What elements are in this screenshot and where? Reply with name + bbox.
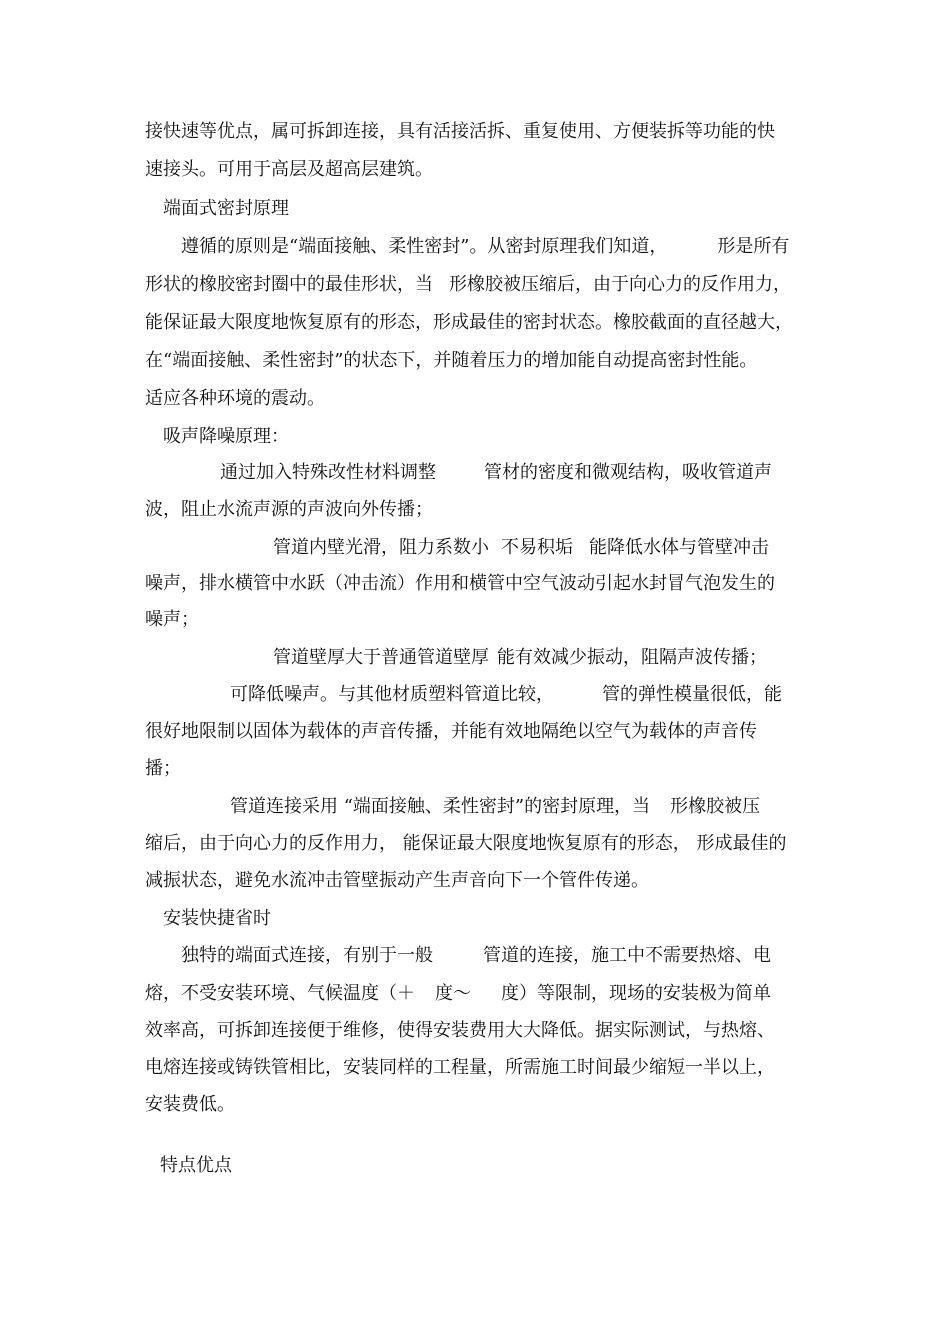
sealing-line-4: 在“端面接触、柔性密封”的状态下，并随着压力的增加能自动提高密封性能。: [145, 350, 758, 371]
text-run: 形橡胶被压: [670, 796, 761, 817]
text-run: 度～: [435, 983, 471, 1004]
sealing-line-2: [145, 272, 791, 298]
sealing-line-3: 能保证最大限度地恢复原有的形态，形成最佳的密封状态。橡胶截面的直径越大，: [145, 312, 793, 333]
text-run: 管材的密度和微观结构，吸收管道声: [484, 462, 772, 483]
text-run: 熔，不受安装环境、气候温度（＋: [145, 983, 415, 1004]
text-run: 形是所有: [717, 236, 790, 257]
text-run: 通过加入特殊改性材料调整: [220, 462, 436, 483]
text-run: 不易积垢: [501, 537, 573, 558]
text-run: 管道壁厚大于普通管道壁厚: [273, 647, 489, 668]
noise-p4-line-3: 播；: [145, 758, 181, 779]
intro-line-1: [145, 119, 806, 145]
sealing-line-5: 适应各种环境的震动。: [145, 388, 325, 409]
section-heading-install: 安装快捷省时: [163, 908, 271, 929]
install-line-2: [145, 981, 771, 1007]
section-heading-noise: 吸声降噪原理：: [163, 426, 289, 447]
text-run: 能有效减少振动，阻隔声波传播；: [497, 647, 767, 668]
text-run: 形橡胶被压缩后，由于向心力的反作用力，: [449, 274, 791, 295]
noise-p2-line-3: 噪声；: [145, 609, 199, 630]
install-line-1: [181, 943, 771, 969]
intro-line-2: 速接头。可用于高层及超高层建筑。: [145, 159, 433, 180]
install-line-5: 安装费低。: [145, 1094, 235, 1115]
install-line-4: 电熔连接或铸铁管相比，安装同样的工程量，所需施工时间最少缩短一半以上，: [145, 1057, 775, 1078]
noise-p2-line-1: [273, 535, 769, 561]
section-heading-features: 特点优点: [160, 1155, 232, 1176]
noise-p5-line-3: 减振状态，避免水流冲击管壁振动产生声音向下一个管件传递。: [145, 870, 649, 891]
install-line-3: 效率高，可拆卸连接便于维修，使得安装费用大大降低。据实际测试，与热熔、: [145, 1020, 775, 1041]
noise-p4-line-1: [230, 682, 782, 708]
text-run: 独特的端面式连接，有别于一般: [181, 945, 433, 966]
noise-p3-line-1: [273, 645, 767, 671]
text-run: 可降低噪声。与其他材质塑料管道比较，: [230, 684, 554, 705]
noise-p5-line-1: [230, 794, 760, 820]
text-run: 管道的连接，施工中不需要热熔、电: [483, 945, 771, 966]
text-run: 能降低水体与管壁冲击: [589, 537, 769, 558]
noise-p4-line-2: 很好地限制以固体为载体的声音传播，并能有效地隔绝以空气为载体的声音传: [145, 721, 757, 742]
noise-p2-line-2: 噪声，排水横管中水跃（冲击流）作用和横管中空气波动引起水封冒气泡发生的: [145, 573, 775, 594]
noise-p1-line-1: [220, 460, 772, 486]
text-run: 接快速等优点，属可拆卸连接，具有活接活拆、重复使用、方便装拆等功能的快: [145, 121, 775, 142]
text-run: 管道连接采用 “端面接触、柔性密封”的密封原理，当: [230, 796, 651, 817]
noise-p1-line-2: 波，阻止水流声源的声波向外传播；: [145, 499, 433, 520]
text-run: 管道内壁光滑，阻力系数小: [273, 537, 489, 558]
noise-p5-line-2: 缩后，由于向心力的反作用力， 能保证最大限度地恢复原有的形态， 形成最佳的: [145, 833, 787, 854]
text-run: 度）等限制，现场的安装极为简单: [501, 983, 771, 1004]
sealing-line-1: [181, 234, 806, 260]
text-run: 形状的橡胶密封圈中的最佳形状，当: [145, 274, 433, 295]
text-run: 管的弹性模量很低，能: [602, 684, 782, 705]
text-run: 遵循的原则是“端面接触、柔性密封”。从密封原理我们知道，: [181, 236, 668, 257]
section-heading-sealing: 端面式密封原理: [163, 198, 289, 219]
